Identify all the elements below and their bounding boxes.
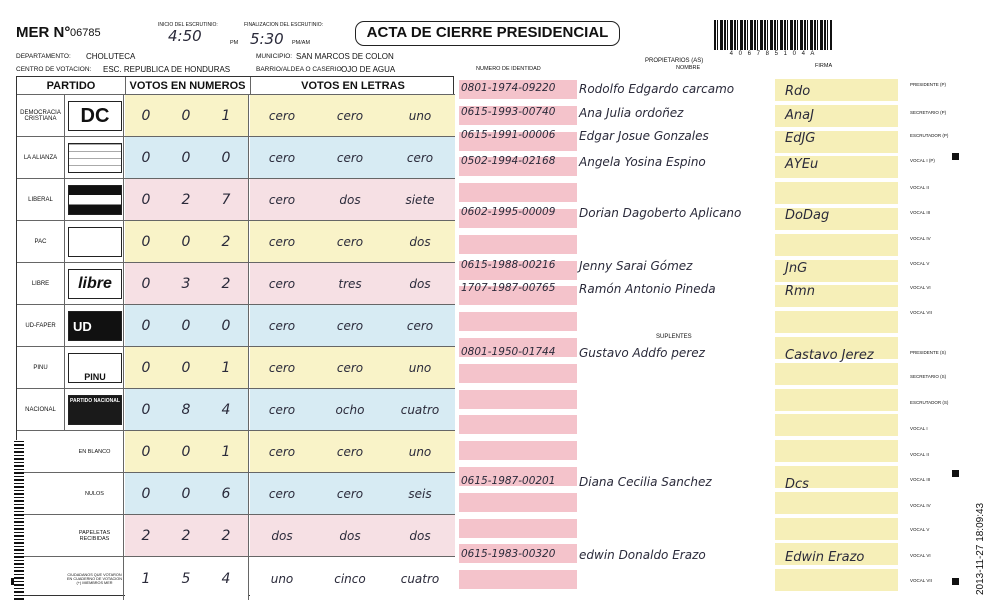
party-label: LIBERAL [17, 179, 65, 220]
member-role-label: VOCAL II [910, 185, 929, 190]
member-id: 0602-1995-00009 [461, 206, 556, 218]
id-cell [459, 312, 577, 331]
member-name: Jenny Sarai Gómez [579, 259, 693, 273]
signature-cell [775, 440, 898, 462]
acta-header [0, 0, 1008, 76]
side-barcode-icon [14, 440, 24, 600]
member-role-label: VOCAL III [910, 210, 931, 215]
mer-label: MER N° [16, 24, 71, 41]
vote-letters: cuatro [400, 571, 440, 586]
start-suffix: PM [230, 40, 239, 46]
member-id: 1707-1987-00765 [461, 282, 556, 294]
vote-number: 0 [181, 233, 191, 250]
id-cell [459, 390, 577, 409]
member-name: Rodolfo Edgardo carcamo [579, 82, 735, 96]
special-row-label: CIUDADANOS QUE VOTARON EN CUADERNO DE VOTACION (+) MIEMBROS MER [66, 557, 124, 600]
special-row-label: NULOS [66, 473, 124, 514]
vote-letters: dos [409, 528, 431, 543]
signature-cell [775, 234, 898, 256]
vote-letters: dos [409, 234, 431, 249]
vote-letters: cero [268, 402, 296, 417]
barcode-number: 4 0 6 7 8 5 1 0 4 A [729, 51, 817, 57]
registration-mark-icon [952, 153, 959, 160]
page-title: ACTA DE CIERRE PRESIDENCIAL [355, 21, 620, 46]
vote-letters: cero [268, 108, 296, 123]
member-role-label: VOCAL V [910, 527, 930, 532]
member-role-label: SECRETARIO (S) [910, 374, 947, 379]
member-role-label: PRESIDENTE (P) [910, 82, 947, 87]
id-cell [459, 364, 577, 383]
vote-letters: cero [336, 234, 364, 249]
party-logo-icon [68, 185, 122, 215]
vote-letters: dos [409, 276, 431, 291]
vote-letters: ocho [335, 402, 365, 417]
party-label: LA ALIANZA [17, 137, 65, 178]
member-id: 0615-1991-00006 [461, 129, 556, 141]
blank-cell [17, 431, 65, 472]
name-header: NOMBRE [676, 65, 701, 71]
vote-letters: cero [268, 150, 296, 165]
vote-letters: cero [268, 444, 296, 459]
vote-number: 2 [221, 275, 231, 292]
id-cell [459, 493, 577, 512]
signature-cell [775, 492, 898, 514]
party-label: UD-FAPER [17, 305, 65, 346]
vote-number: 0 [141, 317, 151, 334]
votes-table [16, 76, 454, 596]
vote-letters: cero [268, 486, 296, 501]
vote-letters: cero [336, 108, 364, 123]
member-signature: AnaJ [785, 108, 814, 123]
party-label: PINU [17, 347, 65, 388]
vote-letters: seis [408, 486, 432, 501]
party-logo-icon [68, 227, 122, 257]
member-role-label: VOCAL VII [910, 310, 932, 315]
id-header: NUMERO DE IDENTIDAD [476, 66, 541, 72]
vote-number: 0 [181, 359, 191, 376]
blank-cell [17, 473, 65, 514]
vote-number: 6 [221, 485, 231, 502]
id-cell [459, 235, 577, 254]
end-time: 5:30 [250, 30, 284, 48]
member-name: Edgar Josue Gonzales [579, 129, 709, 143]
signature-cell [775, 414, 898, 436]
vote-row [17, 94, 455, 136]
vote-number: 0 [141, 107, 151, 124]
vote-number: 2 [181, 191, 191, 208]
blank-cell [17, 557, 65, 600]
party-label: DEMOCRACIA CRISTIANA [17, 95, 65, 136]
vote-number: 7 [221, 191, 231, 208]
signature-column [775, 76, 898, 596]
member-id: 0615-1983-00320 [461, 548, 556, 560]
signature-cell [775, 389, 898, 411]
vote-letters: cero [268, 318, 296, 333]
member-id: 0615-1993-00740 [461, 106, 556, 118]
member-role-label: VOCAL VI [910, 285, 931, 290]
member-role-label: VOCAL VI [910, 553, 931, 558]
member-role-label: PRESIDENTE (S) [910, 350, 947, 355]
vote-number: 0 [181, 107, 191, 124]
member-signature: JnG [785, 261, 808, 276]
vote-letters: dos [271, 528, 293, 543]
special-row-label: EN BLANCO [66, 431, 124, 472]
party-label: LIBRE [17, 263, 65, 304]
owners-header: PROPIETARIOS (AS) [645, 58, 704, 64]
vote-letters: cero [268, 360, 296, 375]
party-logo-icon: libre [68, 269, 122, 299]
municipio-label: MUNICIPIO: [256, 53, 293, 60]
dept-label: DEPARTAMENTO: [16, 53, 71, 60]
barcode-icon [714, 20, 832, 50]
member-role-label: VOCAL I [910, 426, 928, 431]
vote-number: 0 [141, 443, 151, 460]
vote-letters: cero [336, 486, 364, 501]
end-suffix: PM/AM [292, 40, 311, 46]
vote-row [17, 556, 455, 600]
vote-letters: uno [270, 571, 294, 586]
vote-letters: siete [405, 192, 435, 207]
member-id: 0801-1950-01744 [461, 346, 556, 358]
member-name: edwin Donaldo Erazo [579, 548, 706, 562]
member-role-label: ESCRUTADOR (S) [910, 400, 949, 405]
vote-number: 0 [221, 149, 231, 166]
signature-cell [775, 182, 898, 204]
vote-number: 0 [181, 317, 191, 334]
centro-value: ESC. REPUBLICA DE HONDURAS [103, 65, 231, 74]
vote-letters: cero [406, 318, 434, 333]
member-role-label: VOCAL VII [910, 578, 932, 583]
member-role-label: VOCAL II [910, 452, 929, 457]
vote-letters: dos [339, 528, 361, 543]
municipio-value: SAN MARCOS DE COLON [296, 52, 394, 61]
signature-cell [775, 569, 898, 591]
member-role-label: VOCAL IV [910, 503, 931, 508]
special-row-label: PAPELETAS RECIBIDAS [66, 515, 124, 556]
vote-letters: tres [338, 276, 362, 291]
member-id: 0615-1987-00201 [461, 475, 556, 487]
end-label: FINALIZACION DEL ESCRUTINIO: [244, 22, 323, 28]
blank-cell [17, 515, 65, 556]
vote-row [17, 136, 455, 178]
vote-letters: dos [339, 192, 361, 207]
party-logo-icon: PINU [68, 353, 122, 383]
party-logo-icon: UD [68, 311, 122, 341]
signature-cell [775, 518, 898, 540]
vote-number: 0 [141, 149, 151, 166]
member-signature: AYEu [785, 157, 819, 172]
vote-number: 4 [221, 401, 231, 418]
vote-number: 1 [221, 443, 231, 460]
vote-number: 0 [221, 317, 231, 334]
party-label: PAC [17, 221, 65, 262]
vote-letters: uno [408, 360, 432, 375]
party-label: NACIONAL [17, 389, 65, 430]
member-role-label: VOCAL V [910, 261, 930, 266]
vote-number: 0 [181, 443, 191, 460]
vote-row [17, 346, 455, 388]
vote-row [17, 430, 455, 472]
member-signature: EdJG [785, 131, 816, 146]
vote-number: 1 [221, 107, 231, 124]
vote-row [17, 472, 455, 514]
member-role-label: ESCRUTADOR (P) [910, 133, 949, 138]
member-role-label: SECRETARIO (P) [910, 110, 947, 115]
suplentes-label: SUPLENTES [656, 334, 692, 340]
mer-number: 06785 [70, 27, 101, 39]
id-cell [459, 519, 577, 538]
vote-number: 0 [141, 275, 151, 292]
member-id: 0801-1974-09220 [461, 82, 556, 94]
member-role-label: VOCAL I (P) [910, 158, 935, 163]
signature-cell [775, 311, 898, 333]
vote-number: 2 [141, 527, 151, 544]
member-signature: Rdo [785, 84, 811, 99]
col-numbers-header: VOTOS EN NUMEROS [125, 77, 249, 94]
member-id: 0615-1988-00216 [461, 259, 556, 271]
vote-number: 0 [141, 485, 151, 502]
vote-letters: cero [268, 276, 296, 291]
vote-letters: cuatro [400, 402, 440, 417]
vote-row [17, 304, 455, 346]
member-name: Angela Yosina Espino [579, 155, 706, 169]
vote-number: 5 [181, 570, 191, 587]
member-name: Ana Julia ordoñez [579, 106, 684, 120]
vote-number: 8 [181, 401, 191, 418]
id-cell [459, 183, 577, 202]
member-name: Gustavo Addfo perez [579, 346, 705, 360]
vote-number: 4 [221, 570, 231, 587]
party-logo-icon: DC [68, 101, 122, 131]
vote-letters: uno [408, 444, 432, 459]
timestamp: 2013-11-27 18:09:43 [975, 502, 986, 595]
sig-header: FIRMA [815, 63, 833, 69]
signature-cell [775, 363, 898, 385]
id-column [459, 76, 577, 596]
vote-letters: cero [406, 150, 434, 165]
vote-row [17, 514, 455, 556]
member-signature: Castavo Jerez [785, 348, 874, 363]
member-id: 0502-1994-02168 [461, 155, 556, 167]
col-letters-header: VOTOS EN LETRAS [250, 77, 455, 94]
vote-number: 1 [221, 359, 231, 376]
vote-number: 2 [181, 527, 191, 544]
party-logo-icon: PARTIDO NACIONAL [68, 395, 122, 425]
vote-letters: cero [336, 318, 364, 333]
vote-letters: cero [268, 234, 296, 249]
vote-row [17, 178, 455, 220]
vote-number: 0 [141, 359, 151, 376]
registration-mark-icon [952, 578, 959, 585]
vote-number: 2 [221, 233, 231, 250]
barrio-value: OJO DE AGUA [341, 65, 396, 74]
dept-value: CHOLUTECA [86, 52, 136, 61]
party-logo-icon [68, 143, 122, 173]
member-role-label: VOCAL III [910, 477, 931, 482]
centro-label: CENTRO DE VOTACION: [16, 66, 92, 73]
vote-letters: uno [408, 108, 432, 123]
vote-letters: cero [268, 192, 296, 207]
vote-number: 3 [181, 275, 191, 292]
member-name: Dorian Dagoberto Aplicano [579, 206, 742, 220]
start-label: INICIO DEL ESCRUTINIO: [158, 22, 218, 28]
vote-letters: cero [336, 150, 364, 165]
member-signature: Edwin Erazo [785, 550, 865, 565]
vote-number: 0 [181, 149, 191, 166]
vote-row [17, 388, 455, 430]
barrio-label: BARRIO/ALDEA O CASERIO: [256, 66, 344, 73]
vote-letters: cero [336, 360, 364, 375]
vote-number: 0 [181, 485, 191, 502]
member-name: Diana Cecilia Sanchez [579, 475, 712, 489]
member-signature: Rmn [785, 284, 815, 299]
vote-row [17, 262, 455, 304]
vote-row [17, 220, 455, 262]
id-cell [459, 441, 577, 460]
registration-mark-icon [952, 470, 959, 477]
vote-letters: cinco [334, 571, 366, 586]
vote-number: 1 [141, 570, 151, 587]
id-cell [459, 570, 577, 589]
member-signature: Dcs [785, 477, 809, 492]
vote-number: 0 [141, 233, 151, 250]
member-role-label: VOCAL IV [910, 236, 931, 241]
member-name: Ramón Antonio Pineda [579, 282, 716, 296]
vote-letters: cero [336, 444, 364, 459]
id-cell [459, 415, 577, 434]
vote-number: 2 [221, 527, 231, 544]
col-party-header: PARTIDO [46, 79, 96, 92]
member-signature: DoDag [785, 208, 830, 223]
start-time: 4:50 [168, 27, 202, 45]
vote-number: 0 [141, 401, 151, 418]
vote-number: 0 [141, 191, 151, 208]
